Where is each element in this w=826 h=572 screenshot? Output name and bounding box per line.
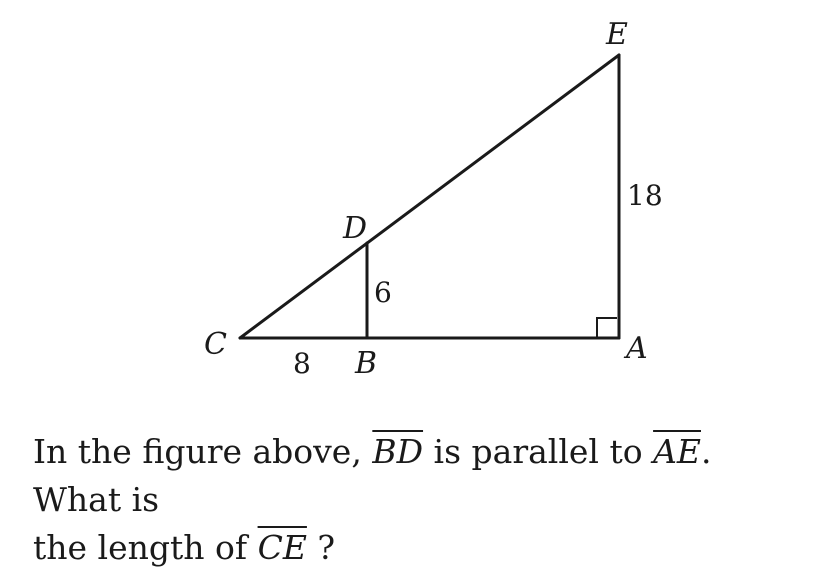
point-label-C: C bbox=[204, 327, 227, 362]
segment-AE-label: $\overline{AE}$ bbox=[653, 432, 701, 471]
point-label-E: E bbox=[606, 17, 628, 52]
segment-CE-label: $\overline{CE}$ bbox=[257, 528, 307, 567]
point-label-A: A bbox=[626, 331, 648, 366]
question-line2-post: ? bbox=[306, 528, 336, 567]
segment-CE bbox=[240, 55, 619, 338]
segment-BD-label: $\overline{BD}$ bbox=[372, 432, 424, 471]
question-line1-pre: In the figure above, bbox=[33, 432, 373, 471]
question-line1-mid: is parallel to bbox=[423, 432, 654, 471]
point-label-B: B bbox=[355, 346, 378, 381]
question-line1-post: . What is bbox=[33, 432, 712, 519]
length-label-CB: 8 bbox=[293, 347, 311, 380]
right-angle-marker bbox=[597, 318, 617, 338]
point-label-D: D bbox=[343, 211, 368, 246]
length-label-BD: 6 bbox=[374, 276, 392, 309]
length-label-AE: 18 bbox=[627, 179, 663, 212]
question-line2-pre: the length of bbox=[33, 528, 258, 567]
question-text bbox=[33, 428, 803, 572]
